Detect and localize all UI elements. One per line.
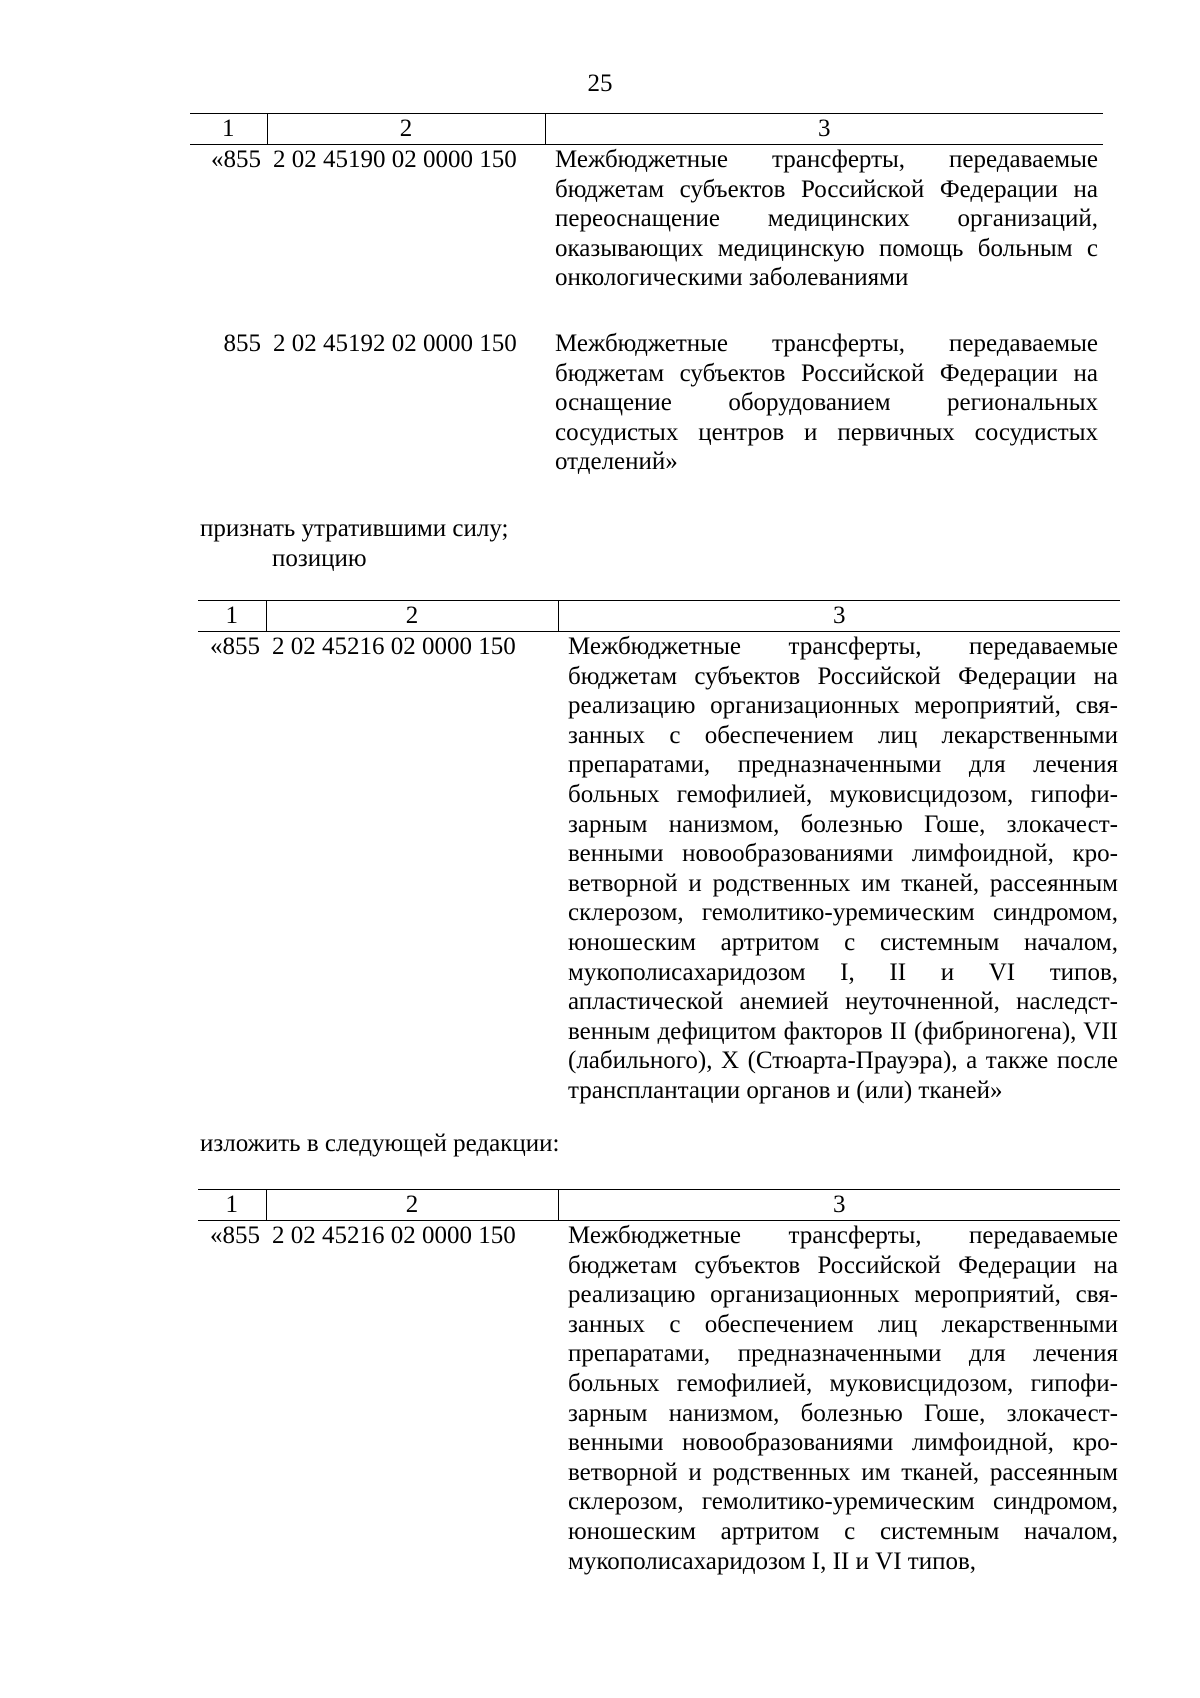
column-header-2: 2 [266, 601, 558, 632]
budget-classification-code: 2 02 45192 02 0000 150 [273, 329, 517, 357]
table-row [190, 329, 1103, 477]
admin-code: «855 [211, 146, 261, 173]
description-text: Межбюджетные трансферты, передаваемые бюджетам субъектов Российской Федерации на оснащение оборудованием региональных сосудистых центров и первичных сосудистых отделений» [555, 329, 1098, 476]
table-header [190, 114, 1103, 145]
column-header-3: 3 [545, 114, 1103, 145]
income-description [545, 329, 1103, 477]
table-header [198, 1190, 1120, 1221]
table-row [198, 1221, 1120, 1577]
description-text: Межбюджетные трансферты, передаваемые бюджетам субъектов Российской Федерации на переоснащение медицинских организаций, оказывающих медицинскую помощь больным с онкологическими заболеваниями [555, 146, 1098, 292]
income-description [558, 1221, 1120, 1577]
income-description [558, 632, 1120, 1106]
admin-code: 855 [223, 329, 261, 357]
column-header-2: 2 [267, 114, 545, 145]
income-description [545, 145, 1103, 293]
paragraph-repeal: признать утратившими силу; [200, 515, 509, 542]
table-header [198, 601, 1120, 632]
paragraph-position: позицию [272, 545, 367, 572]
page-number: 25 [587, 70, 613, 97]
description-text: Межбюджетные трансферты, передаваемые бюджетам субъектов Российской Федерации на реализацию организационных мероприятий, связанных с обеспечением лиц лекарственными препаратами, предназначенными для лечения больных гемофилией, муковисцидозом, гипофизарным нанизмом, болезнью Гоше, злокачественными новообразованиями лимфоидной, кроветворной и родственных им тканей, рассеянным склерозом, гемолитико-уремическим синдромом, юношеским артритом с системным началом, мукополисахаридозом I, II и VI типов, апластической анемией неуточненной, наследственным дефицитом факторов II (фибриногена), VII (лабильного), X (Стюарта-Прауэра), а также после трансплантации органов и (или) тканей» [568, 633, 1118, 1104]
budget-code-table-1 [190, 113, 1103, 477]
admin-code: «855 [210, 1222, 260, 1249]
column-header-3: 3 [558, 1190, 1120, 1221]
column-header-1: 1 [190, 114, 267, 145]
budget-classification-code: 2 02 45216 02 0000 150 [272, 1222, 516, 1249]
row-spacer [190, 293, 1103, 329]
budget-code-table-2 [198, 600, 1120, 1106]
column-header-3: 3 [558, 601, 1120, 632]
column-header-2: 2 [266, 1190, 558, 1221]
budget-classification-code: 2 02 45190 02 0000 150 [273, 146, 517, 173]
table-row [198, 632, 1120, 1106]
budget-code-table-3 [198, 1189, 1120, 1576]
table-row [190, 145, 1103, 293]
description-text: Межбюджетные трансферты, передаваемые бюджетам субъектов Российской Федерации на реализацию организационных мероприятий, связанных с обеспечением лиц лекарственными препаратами, предназначенными для лечения больных гемофилией, муковисцидозом, гипофизарным нанизмом, болезнью Гоше, злокачественными новообразованиями лимфоидной, кроветворной и родственных им тканей, рассеянным склерозом, гемолитико-уремическим синдромом, юношеским артритом с системным началом, мукополисахаридозом I, II и VI типов, [568, 1222, 1118, 1575]
paragraph-new-wording: изложить в следующей редакции: [200, 1130, 560, 1157]
column-header-1: 1 [198, 1190, 266, 1221]
budget-classification-code: 2 02 45216 02 0000 150 [272, 633, 516, 660]
admin-code: «855 [210, 633, 260, 660]
column-header-1: 1 [198, 601, 266, 632]
